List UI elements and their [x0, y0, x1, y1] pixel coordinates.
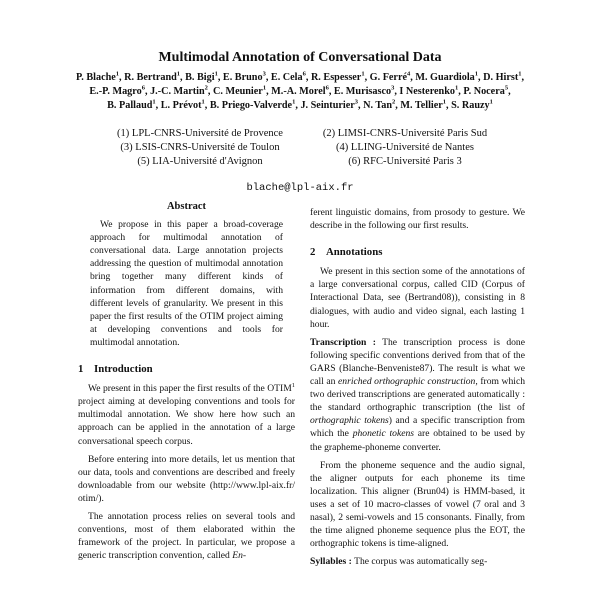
section-heading-introduction: 1 Introduction: [78, 363, 153, 376]
transcription-paragraph: Transcription : The transcription process is done following specific conventions derived from that of the GARS (Blanche-Benveniste87). The result is what we call an enriched orthographic construction, from which two derived transcriptions are generated automatically : the standard orthographic transcription (the list of orthographic tokens) and a specific transcription from which the phonetic tokens are obtained to be used by the grapheme-phoneme converter.: [310, 336, 526, 453]
affiliation: (4) LLING-Université de Nantes: [336, 142, 474, 154]
section-heading-annotations: 2 Annotations: [310, 246, 383, 259]
abstract-text: We propose in this paper a broad-coverage approach for multimodal annotation of conversational data. Large annotation projects addressing the question of multimodal annotation bring together many different kinds of information from different domains, with different levels of granularity. We present in this paper the first results of the OTIM project aiming at developing conventions and tools for multimodal annotation.: [90, 219, 283, 348]
affiliation: (2) LIMSI-CNRS-Université Paris Sud: [322, 128, 488, 139]
annotations-paragraph-1: We present in this section some of the annotations of a large conversational corpus, called CID (Corpus of Interactional Data, see (Bertrand08)), consisting in 8 dialogues, with audio and video signal, each lasting 1 hour.: [310, 266, 525, 330]
syllables-paragraph: Syllables : The corpus was automatically seg-: [310, 556, 488, 568]
aligner-paragraph: From the phoneme sequence and the audio signal, the aligner outputs for each phoneme its time localization. This aligner (Brun04) is HMM-based, it uses a set of 10 macro-classes of vowel (7 oral and 3 nasal), 2 semi-vowels and 15 consonants. Finally, from the time aligned phoneme sequence plus the EOT, the orthographic tokens is time-aligned.: [310, 459, 525, 550]
affiliations-right: [300, 127, 510, 170]
affiliation: (1) LPL-CNRS-Université de Provence: [117, 128, 283, 139]
intro-paragraph-1: We present in this paper the first results of the OTIM$^1$ project aiming at developing conventions and tools for multimodal annotation. We show here how such an approach can be applied in the annotation of a large conversational speech corpus.: [78, 381, 295, 447]
left-column: [78, 200, 295, 567]
contact-email[interactable]: blache@lpl-aix.fr: [246, 182, 354, 194]
affiliation: (6) RFC-Université Paris 3: [348, 156, 462, 168]
affiliation: (5) LIA-Université d'Avignon: [137, 156, 263, 168]
author-list: P. Blache$^1$, R. Bertrand$^1$, B. Bigi$^1$, E. Bruno$^3$, E. Cela$^6$, R. Espesser$^1$, G. Ferré$^4$, M. Guardiola$^1$, D. Hirst$^1$, E.-P. Magro$^6$, J.-C. Martin$^2$, C. Meunier$^1$, M.-A. Morel$^6$, E. Murisasco$^3$, I Nesterenko$^1$, P. Nocera$^5$, B. Pallaud$^1$, L. Prévot$^1$, B. Priego-Valverde$^1$, J. Seinturier$^3$, N. Tan$^2$, M. Tellier$^1$, S. Rauzy$^1$: [75, 70, 525, 112]
intro-paragraph-2: Before entering into more details, let us mention that our data, tools and conventions are described and freely downloadable from our website (http://www.lpl-aix.fr/ otim/).: [78, 453, 295, 504]
intro-paragraph-3: The annotation process relies on several tools and conventions, most of them elaborated within the framework of the project. In particular, we propose a generic transcription convention, called En-: [78, 510, 295, 562]
affiliation: (3) LSIS-CNRS-Université de Toulon: [120, 142, 280, 154]
paper-title: Multimodal Annotation of Conversational Data: [158, 50, 442, 65]
abstract-heading: Abstract: [166, 201, 207, 212]
right-column: [310, 206, 525, 573]
continued-paragraph: ferent linguistic domains, from prosody to gesture. We describe in the following our first results.: [310, 207, 525, 232]
affiliations-left: [95, 127, 305, 170]
